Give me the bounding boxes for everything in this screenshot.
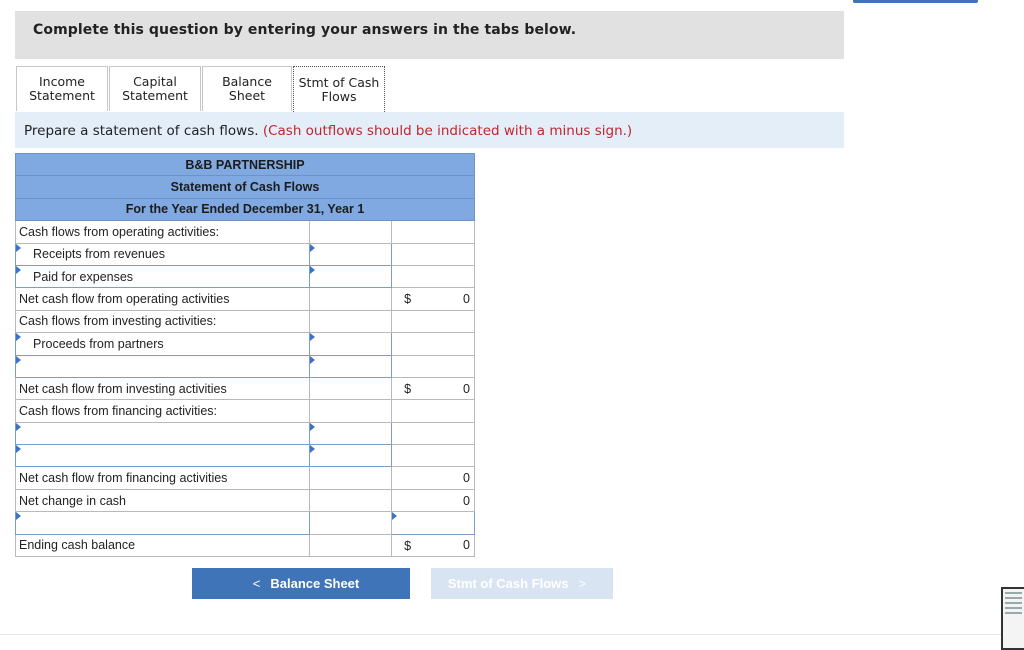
table-row: [16, 422, 475, 444]
thumbnail-line: [1005, 602, 1022, 604]
prev-balance-sheet-button[interactable]: [192, 568, 410, 599]
investing-header: Cash flows from investing activities:: [16, 310, 310, 332]
tab-income-statement[interactable]: [16, 66, 108, 111]
thumbnail-line: [1005, 607, 1022, 609]
tab-balance-sheet[interactable]: [202, 66, 292, 111]
receipts-label-input[interactable]: Receipts from revenues: [16, 243, 310, 265]
tab-capital-statement[interactable]: [109, 66, 201, 111]
question-header-text: Complete this question by entering your answers in the tabs below.: [33, 22, 577, 38]
dollar-sign: $: [404, 381, 412, 396]
thumbnail-line: [1005, 592, 1022, 594]
table-row: [16, 355, 475, 377]
chevron-left-icon: <: [252, 576, 261, 591]
empty-cell: [310, 288, 392, 310]
net-operating-value: [392, 288, 475, 310]
financing-amount-input-2[interactable]: [310, 445, 392, 467]
thumbnail-line: [1005, 597, 1022, 599]
ending-cash-label: Ending cash balance: [16, 534, 310, 556]
instruction-note: (Cash outflows should be indicated with a minus sign.): [262, 123, 633, 139]
table-row: [16, 265, 475, 287]
tab-label: Stmt of Cash: [298, 74, 380, 90]
top-accent-bar: [853, 0, 978, 3]
ending-cash-value: [392, 534, 475, 556]
thumbnail-line: [1005, 612, 1022, 614]
empty-cell: [392, 221, 475, 243]
statement-title: Statement of Cash Flows: [16, 176, 475, 198]
empty-cell: [392, 310, 475, 332]
value-text: 0: [463, 381, 470, 396]
tab-stmt-of-cash-flows[interactable]: [293, 66, 385, 112]
cash-flow-statement-table: [15, 153, 475, 557]
dollar-sign: $: [404, 292, 412, 307]
paid-expenses-label-input[interactable]: Paid for expenses: [16, 265, 310, 287]
empty-cell: [310, 489, 392, 511]
empty-cell: [392, 355, 475, 377]
empty-cell: [392, 243, 475, 265]
empty-cell: [310, 377, 392, 399]
empty-cell: [392, 400, 475, 422]
table-row: [16, 467, 475, 489]
chevron-right-icon: >: [578, 576, 587, 591]
table-row: [16, 512, 475, 534]
net-investing-value: [392, 377, 475, 399]
table-row: [16, 534, 475, 556]
divider: [0, 634, 1024, 635]
receipts-amount-input[interactable]: [310, 243, 392, 265]
net-operating-label: Net cash flow from operating activities: [16, 288, 310, 310]
prev-button-label: Balance Sheet: [270, 576, 360, 591]
question-header: [15, 11, 844, 59]
dollar-sign: $: [404, 538, 412, 553]
empty-cell: [392, 333, 475, 355]
beginning-cash-label-input[interactable]: [16, 512, 310, 534]
empty-cell: [310, 221, 392, 243]
table-row: [16, 333, 475, 355]
next-stmt-of-cash-flows-button[interactable]: [431, 568, 613, 599]
table-row: [16, 445, 475, 467]
next-button-label: Stmt of Cash Flows: [447, 576, 569, 591]
table-row: [16, 489, 475, 511]
empty-cell: [310, 400, 392, 422]
value-text: 0: [463, 538, 470, 553]
tab-label: Income: [39, 74, 85, 89]
proceeds-label-input[interactable]: Proceeds from partners: [16, 333, 310, 355]
tab-label: Balance Sheet: [222, 74, 272, 103]
value-text: 0: [463, 292, 470, 307]
table-row: [16, 243, 475, 265]
financing-label-input-2[interactable]: [16, 445, 310, 467]
table-row: [16, 310, 475, 332]
statement-period: For the Year Ended December 31, Year 1: [16, 198, 475, 220]
empty-cell: [392, 445, 475, 467]
investing-extra-label-input[interactable]: [16, 355, 310, 377]
net-change-value: 0: [392, 489, 475, 511]
investing-extra-amount-input[interactable]: [310, 355, 392, 377]
tab-label: Statement: [29, 88, 95, 103]
net-financing-value: 0: [392, 467, 475, 489]
instruction-bar: [15, 112, 844, 148]
net-investing-label: Net cash flow from investing activities: [16, 377, 310, 399]
beginning-cash-amount-input[interactable]: [392, 512, 475, 534]
paid-expenses-amount-input[interactable]: [310, 265, 392, 287]
table-row: [16, 400, 475, 422]
tab-label: Flows: [321, 88, 357, 104]
empty-cell: [392, 422, 475, 444]
financing-amount-input-1[interactable]: [310, 422, 392, 444]
table-row: [16, 221, 475, 243]
operating-header: Cash flows from operating activities:: [16, 221, 310, 243]
tab-label: Statement: [122, 88, 188, 103]
empty-cell: [392, 265, 475, 287]
net-financing-label: Net cash flow from financing activities: [16, 467, 310, 489]
financing-header: Cash flows from financing activities:: [16, 400, 310, 422]
proceeds-amount-input[interactable]: [310, 333, 392, 355]
net-change-label: Net change in cash: [16, 489, 310, 511]
empty-cell: [310, 310, 392, 332]
empty-cell: [310, 467, 392, 489]
instruction-text: Prepare a statement of cash flows.: [24, 123, 259, 139]
empty-cell: [310, 512, 392, 534]
page-thumbnail[interactable]: [1001, 587, 1024, 650]
table-row: [16, 377, 475, 399]
tab-label: Capital: [133, 74, 177, 89]
table-row: [16, 288, 475, 310]
company-name: B&B PARTNERSHIP: [16, 154, 475, 176]
financing-label-input-1[interactable]: [16, 422, 310, 444]
empty-cell: [310, 534, 392, 556]
